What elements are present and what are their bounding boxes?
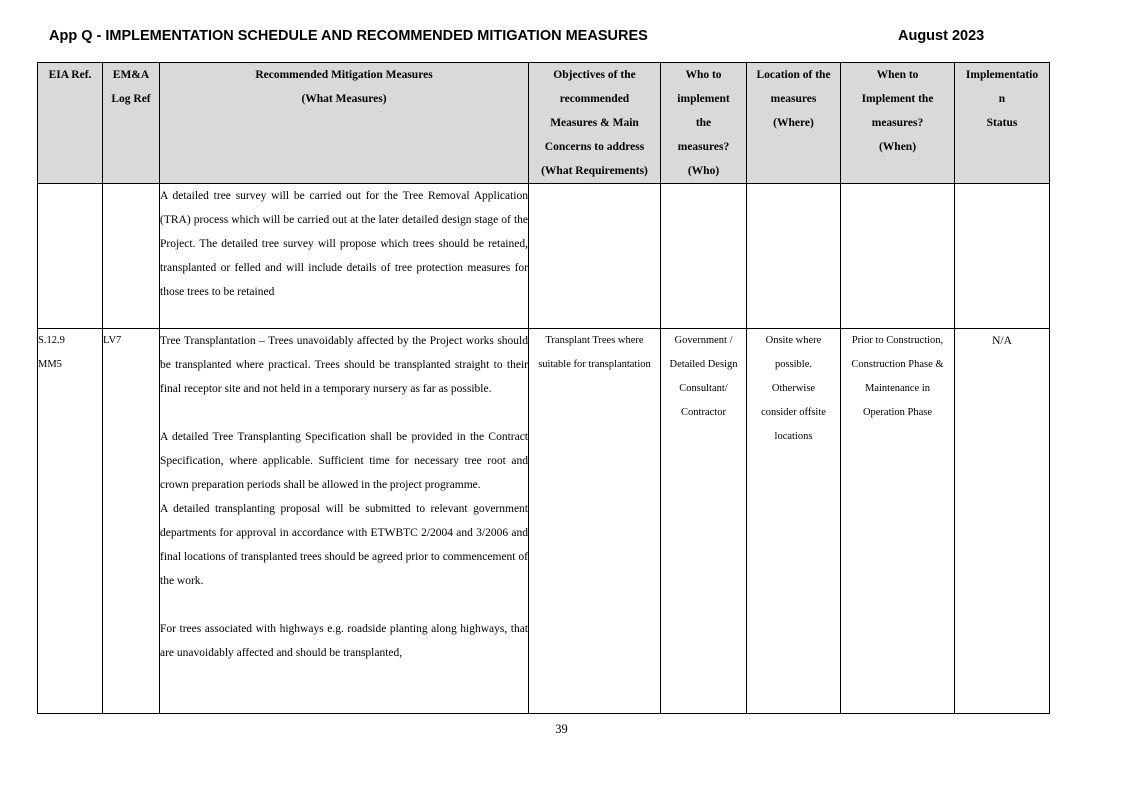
measure-paragraph: A detailed transplanting proposal will be submitted to relevant government departments for approval in accordance with ETWBTC 2/2004 and 3/2006 and final locations of transplanted trees should be agreed prior to commencement of the work. bbox=[160, 503, 528, 587]
measure-paragraph: A detailed tree survey will be carried out for the Tree Removal Application (TRA) process which will be carried out at the later detailed design stage of the Project. The detailed tree survey will propose which trees should be retained, transplanted or felled and will include details of tree protection measures for those trees to be retained bbox=[160, 190, 528, 298]
measure-paragraph: For trees associated with highways e.g. roadside planting along highways, that are unavoidably affected and should be transplanted, bbox=[160, 623, 528, 659]
table-header-row bbox=[38, 63, 1050, 184]
measure-paragraph: A detailed Tree Transplanting Specification shall be provided in the Contract Specification, where applicable. Sufficient time for necessary tree root and crown preparation periods shall be allowed in the project programme. bbox=[160, 431, 528, 491]
document-title: App Q - IMPLEMENTATION SCHEDULE AND RECOMMENDED MITIGATION MEASURES bbox=[49, 28, 648, 44]
cell-when bbox=[841, 184, 955, 329]
page-number: 39 bbox=[555, 722, 568, 736]
cell-where bbox=[747, 184, 841, 329]
cell-objectives: Transplant Trees where suitable for transplantation bbox=[529, 329, 661, 714]
table-row bbox=[38, 329, 1050, 714]
cell-where: Onsite where possible. Otherwise consider offsite locations bbox=[747, 329, 841, 714]
cell-mitigation-measures bbox=[160, 184, 529, 329]
table-row bbox=[38, 184, 1050, 329]
column-header-status: Implementatio n Status bbox=[955, 63, 1050, 184]
cell-who: Government / Detailed Design Consultant/ Contractor bbox=[661, 329, 747, 714]
cell-status: N/A bbox=[955, 329, 1050, 714]
document-date: August 2023 bbox=[898, 28, 985, 44]
column-header-mitigation-measures: Recommended Mitigation Measures (What Measures) bbox=[160, 63, 529, 184]
cell-log-ref: LV7 bbox=[103, 329, 160, 714]
cell-mitigation-measures bbox=[160, 329, 529, 714]
column-header-ema-log-ref: EM&A Log Ref bbox=[103, 63, 160, 184]
column-header-when: When to Implement the measures? (When) bbox=[841, 63, 955, 184]
cell-log-ref bbox=[103, 184, 160, 329]
column-header-objectives: Objectives of the recommended Measures & Main Concerns to address (What Requirements) bbox=[529, 63, 661, 184]
measure-paragraph: Tree Transplantation – Trees unavoidably affected by the Project works should be transplanted where practical. Trees should be transplanted straight to their final receptor site and not held in a temporary nursery as far as possible. bbox=[160, 335, 528, 395]
column-header-eia-ref: EIA Ref. bbox=[38, 63, 103, 184]
implementation-schedule-table bbox=[37, 62, 1050, 714]
cell-eia-ref bbox=[38, 184, 103, 329]
column-header-location: Location of the measures (Where) bbox=[747, 63, 841, 184]
cell-eia-ref: S.12.9 MM5 bbox=[38, 329, 103, 714]
column-header-who: Who to implement the measures? (Who) bbox=[661, 63, 747, 184]
cell-objectives bbox=[529, 184, 661, 329]
cell-who bbox=[661, 184, 747, 329]
cell-when: Prior to Construction, Construction Phase & Maintenance in Operation Phase bbox=[841, 329, 955, 714]
cell-status bbox=[955, 184, 1050, 329]
